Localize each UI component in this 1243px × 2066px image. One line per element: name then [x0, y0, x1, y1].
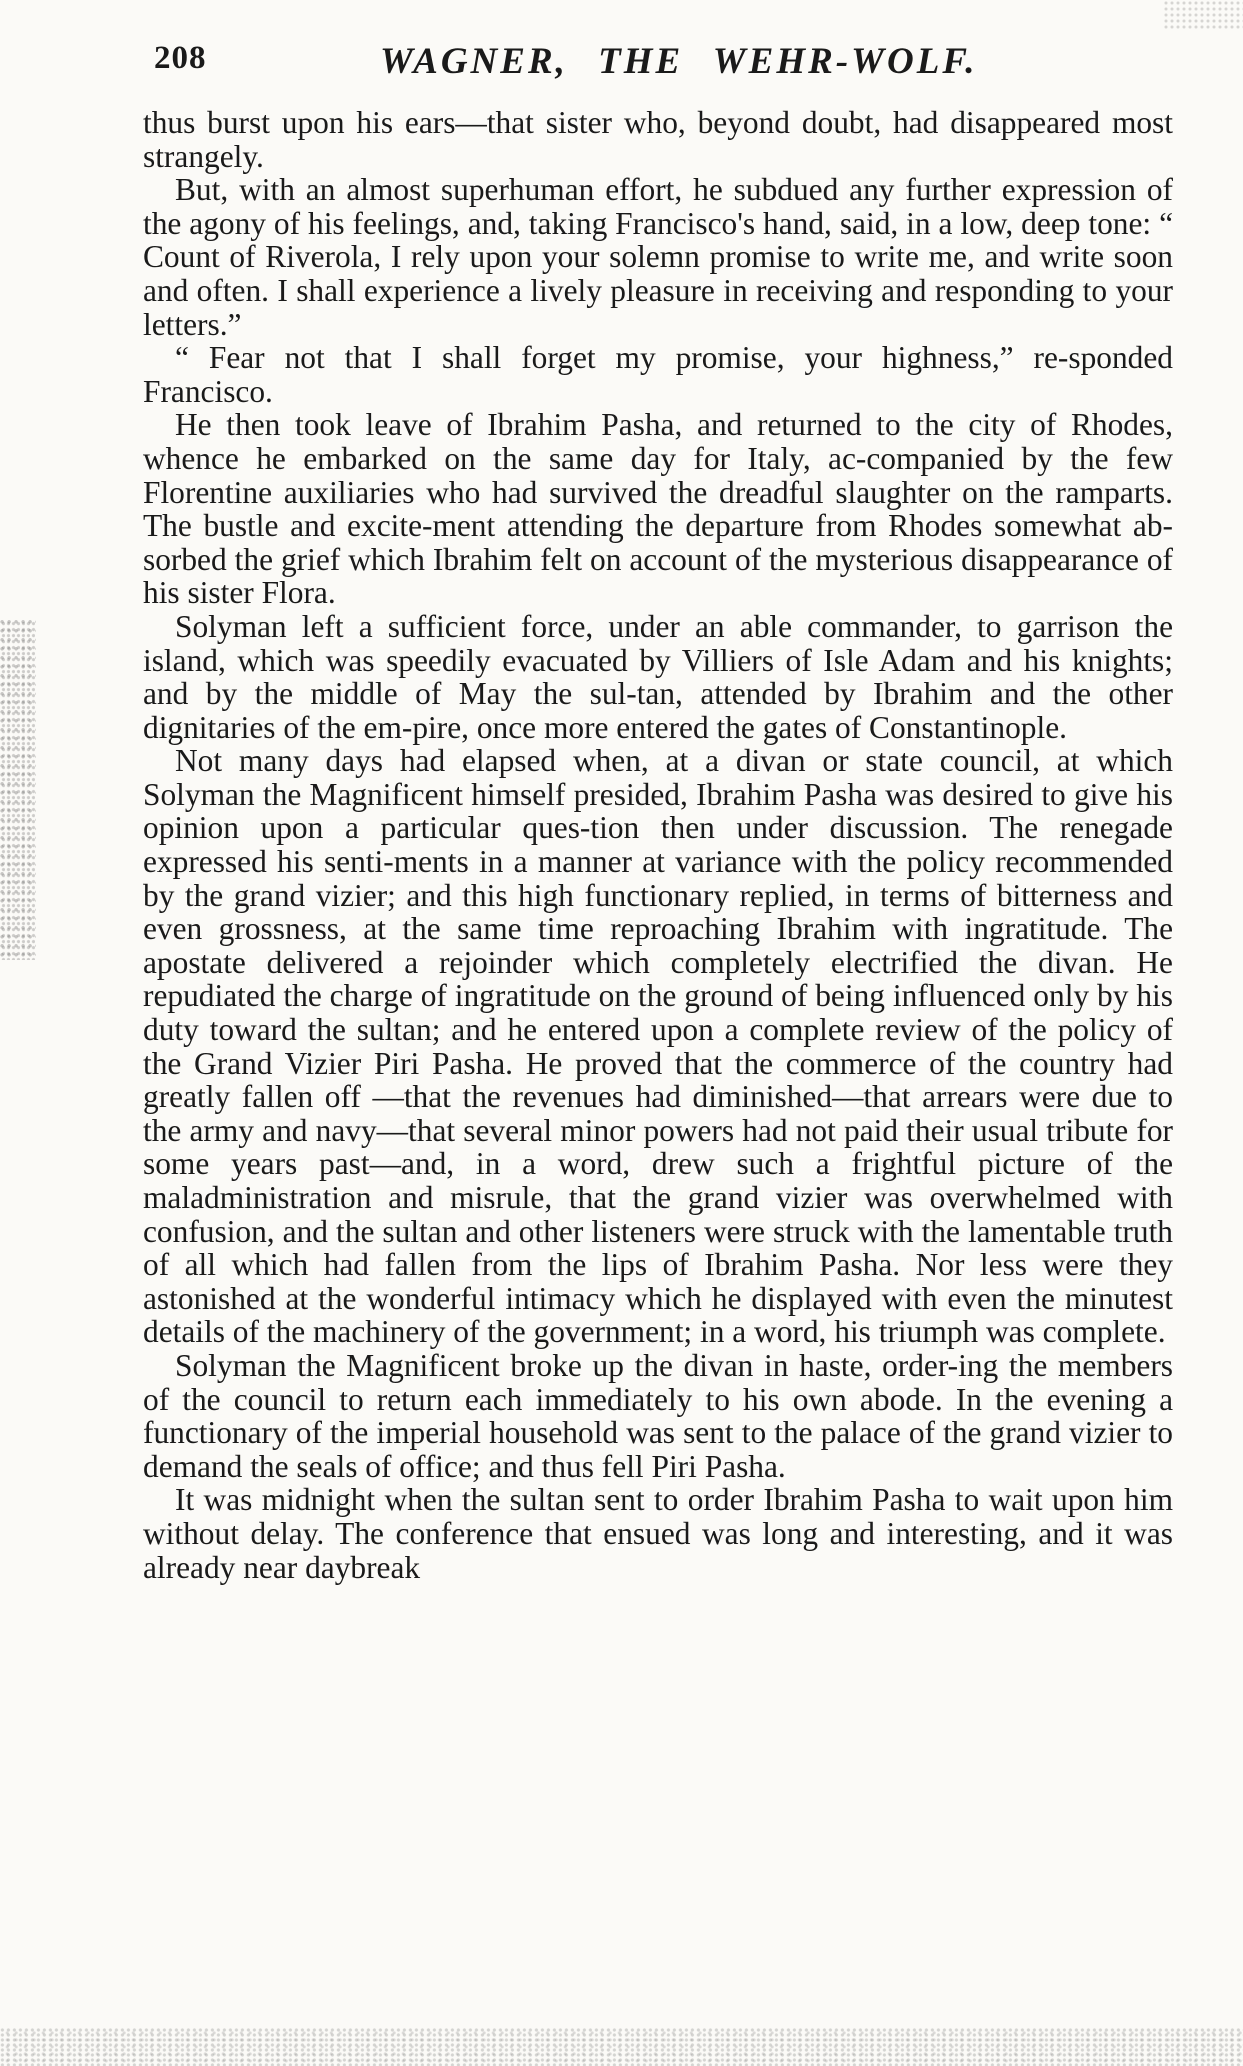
- paragraph: Not many days had elapsed when, at a divan or state council, at which Solyman the Magnificent himself presided, Ibrahim Pasha was desired to give his opinion upon a particular ques-tion then under discussion. The renegade expressed his senti-ments in a manner at variance with the policy recommended by the grand vizier; and this high functionary replied, in terms of bitterness and even grossness, at the same time reproaching Ibrahim with ingratitude. The apostate delivered a rejoinder which completely electrified the divan. He repudiated the charge of ingratitude on the ground of being influenced only by his duty toward the sultan; and he entered upon a complete review of the policy of the Grand Vizier Piri Pasha. He proved that the commerce of the country had greatly fallen off —that the revenues had diminished—that arrears were due to the army and navy—that several minor powers had not paid their usual tribute for some years past—and, in a word, drew such a frightful picture of the maladministration and misrule, that the grand vizier was overwhelmed with confusion, and the sultan and other listeners were struck with the lamentable truth of all which had fallen from the lips of Ibrahim Pasha. Nor less were they astonished at the wonderful intimacy which he displayed with even the minutest details of the machinery of the government; in a word, his triumph was complete.: [143, 743, 1173, 1350]
- scan-artifact: [1163, 0, 1243, 30]
- page-number: 208: [154, 40, 207, 76]
- paragraph: Solyman left a sufficient force, under an able commander, to garrison the island, which was speedily evacuated by Villiers of Isle Adam and his knights; and by the middle of May the sul-tan, attended by Ibrahim and the other dignitaries of the em-pire, once more entered the gates of Constantinople.: [143, 608, 1173, 745]
- paragraph: Solyman the Magnificent broke up the divan in haste, order-ing the members of the council to return each immediately to his own abode. In the evening a functionary of the imperial household was sent to the palace of the grand vizier to demand the seals of office; and thus fell Piri Pasha.: [143, 1347, 1173, 1484]
- paragraph: thus burst upon his ears—that sister who, beyond doubt, had disappeared most strangely.: [143, 105, 1173, 174]
- scan-artifact: [0, 620, 36, 960]
- paragraph: He then took leave of Ibrahim Pasha, and returned to the city of Rhodes, whence he embarked on the same day for Italy, ac-companied by the few Florentine auxiliaries who had survived the dreadful slaughter on the ramparts. The bustle and excite-ment attending the departure from Rhodes somewhat ab-sorbed the grief which Ibrahim felt on account of the mysterious disappearance of his sister Flora.: [143, 407, 1173, 611]
- paragraph: But, with an almost superhuman effort, he subdued any further expression of the agony of his feelings, and, taking Francisco's hand, said, in a low, deep tone: “ Count of Riverola, I rely upon your solemn promise to write me, and write soon and often. I shall experience a lively pleasure in receiving and responding to your letters.”: [143, 172, 1173, 342]
- scan-artifact: [0, 2028, 1243, 2066]
- paragraph: It was midnight when the sultan sent to order Ibrahim Pasha to wait upon him without delay. The conference that ensued was long and interesting, and it was already near daybreak: [143, 1482, 1173, 1585]
- running-title: WAGNER, THE WEHR-WOLF.: [380, 41, 978, 82]
- body-text: [143, 106, 1173, 1584]
- paragraph: “ Fear not that I shall forget my promise, your highness,” re-sponded Francisco.: [143, 340, 1173, 409]
- page-header: [150, 40, 1170, 100]
